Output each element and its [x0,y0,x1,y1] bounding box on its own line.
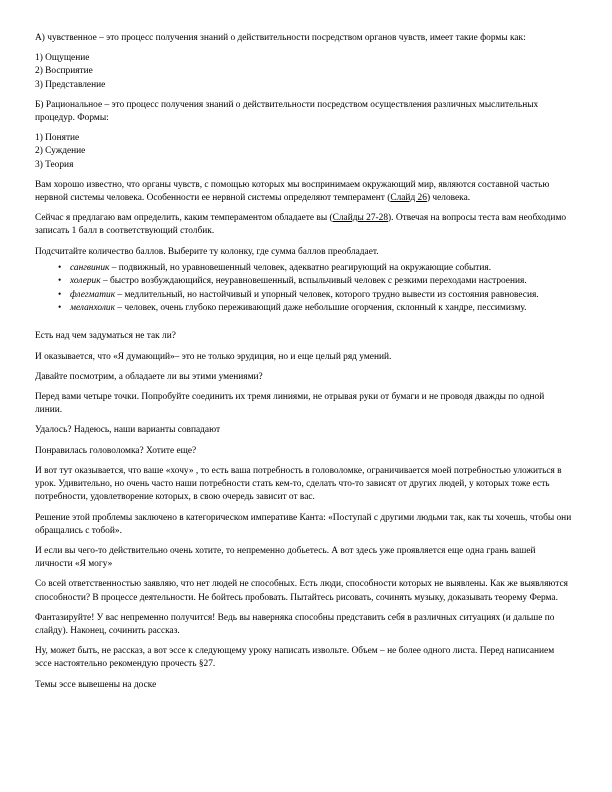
paragraph: Удалось? Надеюсь, наши варианты совпадают [35,425,221,436]
paragraph-essay: Ну, может быть, не рассказ, а вот эссе к следующему уроку написать извольте. Объем – не более одного листа. Перед написанием эссе настоятельно рекомендую прочесть §27. [35,646,555,670]
list-item: 2) Восприятие [35,66,93,77]
paragraph: Давайте посмотрим, а обладаете ли вы этими умениями? [35,371,263,382]
paragraph-sensory: А) чувственное – это процесс получения знаний о действительности посредством органов чувств, имеет такие формы как: [35,33,526,43]
list-rational-forms [35,132,572,172]
paragraph-count-points: Подсчитайте количество баллов. Выберите ту колонку, где сумма баллов преобладает. [35,246,379,257]
list-item: 3) Теория [35,159,74,170]
paragraph: Есть над чем задуматься не так ли? [35,331,176,342]
list-item-melancholic [70,302,572,315]
term-description: – подвижный, но уравновешенный человек, адекватно реагирующий на окружающие события. [109,262,492,273]
term: холерик [70,276,101,287]
paragraph-puzzle: Перед вами четыре точки. Попробуйте соединить их тремя линиями, не отрывая руки от бумаги и не проводя дважды по одной линии. [35,392,545,416]
term-description: – человек, очень глубоко переживающий даже небольшие огорчения, склонный к хандре, пессимизму. [115,303,527,314]
list-item: 1) Понятие [35,133,80,144]
temperament-list [35,262,572,316]
list-item: 1) Ощущение [35,53,90,64]
list-item-phlegmatic [70,289,572,302]
paragraph: И вот тут оказывается, что ваше «хочу» , то есть ваша потребность в головоломке, ограничивается моей потребностью уложиться в урок. Удивительно, но очень часто наши потребности стать кем-то, сделать что-то зависят от других людей, у которых тоже есть потребности, удовлетворение которых, в свою очередь зависит от вас. [35,465,562,503]
paragraph: Понравилась головоломка? Хотите еще? [35,445,197,456]
paragraph: И если вы чего-то действительно очень хотите, то непременно добьетесь. А вот здесь уже проявляется еще одна грань вашей личности «Я могу» [35,545,536,570]
list-item-sanguine [70,262,572,275]
term: флегматик [70,289,116,300]
slides-27-28-link[interactable]: Слайды 27-28 [332,213,389,224]
list-item-choleric [70,275,572,288]
paragraph-test-instructions [35,212,572,238]
paragraph-essay-topics: Темы эссе вывешены на доске [35,679,157,690]
text-segment: Вам хорошо известно, что органы чувств, с помощью которых мы воспринимаем окружающий мир, являются составной частью нервной системы человека. Особенности ее нервной системы определяют темперамент ( [35,179,550,204]
term: меланхолик [70,303,115,314]
text-segment: Сейчас я предлагаю вам определить, каким темпераментом обладаете вы ( [35,213,333,224]
paragraph: И оказывается, что «Я думающий»– это не только эрудиция, но и еще целый ряд умений. [35,351,392,362]
term-description: – медлительный, но настойчивый и упорный человек, которого трудно вывести из состояния равновесия. [115,289,539,300]
list-item: 2) Суждение [35,146,86,157]
paragraph-rational: Б) Рациональное – это процесс получения знаний о действительности посредством осуществления различных мыслительных процедур. Формы: [35,99,539,124]
term: сангвиник [70,262,110,273]
term-description: – быстро возбуждающийся, неуравновешенный, вспыльчивый человек с резкими переходами настроения. [100,276,527,287]
paragraph: Со всей ответственностью заявляю, что нет людей не способных. Есть люди, способности которых не выявлены. Как же выявляются способности? В процессе деятельности. Не бойтесь пробовать. Пытайтесь рисовать, сочинять музыку, доказывать теорему Ферма. [35,579,568,603]
paragraph-kant: Решение этой проблемы заключено в категорическом императиве Канта: «Поступай с другими людьми так, как ты хочешь, чтобы они обращались с тобой». [35,512,572,536]
list-item: 3) Представление [35,79,106,90]
paragraph: Фантазируйте! У вас непременно получится! Ведь вы наверняка способны представить себя в различных ситуациях (и дальше по слайду). Наконец, сочинить рассказ. [35,612,555,636]
paragraph-temperament-intro [35,179,572,205]
text-segment: ) человека. [426,193,471,204]
slide-26-link[interactable]: Слайд 26 [390,193,427,204]
list-sensory-forms [35,52,572,92]
text-segment: ). Отвечая на вопросы теста вам необходимо записать 1 балл в соответствующий столбик. [35,213,567,237]
